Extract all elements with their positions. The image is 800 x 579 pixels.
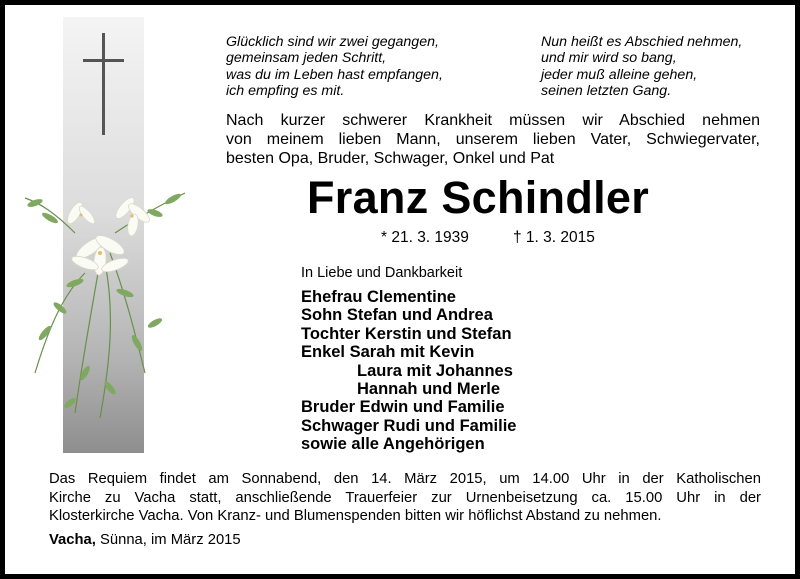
intro-line: von meinem lieben Mann, unserem lieben Vater, Schwiegervater, (226, 131, 760, 148)
place-date-rest: Sünna, im März 2015 (95, 532, 241, 548)
poem-line: jeder muß alleine gehen, (541, 66, 698, 83)
mourner-entry: Hannah und Merle (357, 380, 501, 399)
notice-line: Das Requiem findet am Sonnabend, den 14. März 2015, um 14.00 Uhr in der Katholischen (49, 471, 761, 487)
dedication: In Liebe und Dankbarkeit (301, 265, 463, 281)
mourner-entry: Laura mit Johannes (357, 361, 513, 380)
intro-text (226, 111, 760, 168)
death-date: † 1. 3. 2015 (513, 229, 595, 246)
mourner-entry: Sohn Stefan und Andrea (301, 306, 493, 325)
service-notice (49, 470, 761, 526)
poem-line: was du im Leben hast empfangen, (226, 66, 443, 83)
mourner-entry: sowie alle Angehörigen (301, 435, 485, 454)
poem-line: gemeinsam jeden Schritt, (226, 50, 387, 67)
lily-bouquet-icon (15, 173, 190, 423)
intro-line: besten Opa, Bruder, Schwager, Onkel und Pat (226, 150, 555, 167)
poem-line: seinen letzten Gang. (541, 82, 672, 99)
deceased-name: Franz Schindler (307, 172, 650, 223)
poem-line: Nun heißt es Abschied nehmen, (541, 34, 743, 50)
notice-line: Kirche zu Vacha statt, anschließende Trauerfeier zur Urnenbeisetzung ca. 15.00 Uhr in der (49, 489, 761, 506)
birth-date: * 21. 3. 1939 (381, 229, 469, 246)
mourner-entry: Ehefrau Clementine (301, 288, 456, 306)
poem-left (226, 34, 443, 99)
poem-line: und mir wird so bang, (541, 50, 677, 67)
mourners-list (301, 288, 516, 454)
place-and-date (49, 532, 241, 548)
mourner-entry: Enkel Sarah mit Kevin (301, 343, 475, 362)
intro-line: Nach kurzer schwerer Krankheit müssen wir Abschied nehmen (226, 112, 760, 129)
poem-line: Glücklich sind wir zwei gegangen, (226, 34, 439, 50)
mourner-entry: Tochter Kerstin und Stefan (301, 324, 512, 343)
mourner-entry: Schwager Rudi und Familie (301, 416, 517, 435)
place-name: Vacha, (49, 532, 96, 548)
notice-line: Klosterkirche Vacha. Von Kranz- und Blumenspenden bitten wir höflichst Abstand zu nehmen. (49, 508, 662, 525)
cross-icon (63, 17, 144, 157)
poem-right (541, 34, 742, 99)
mourner-entry: Bruder Edwin und Familie (301, 398, 505, 417)
poem-line: ich empfing es mit. (226, 82, 345, 99)
